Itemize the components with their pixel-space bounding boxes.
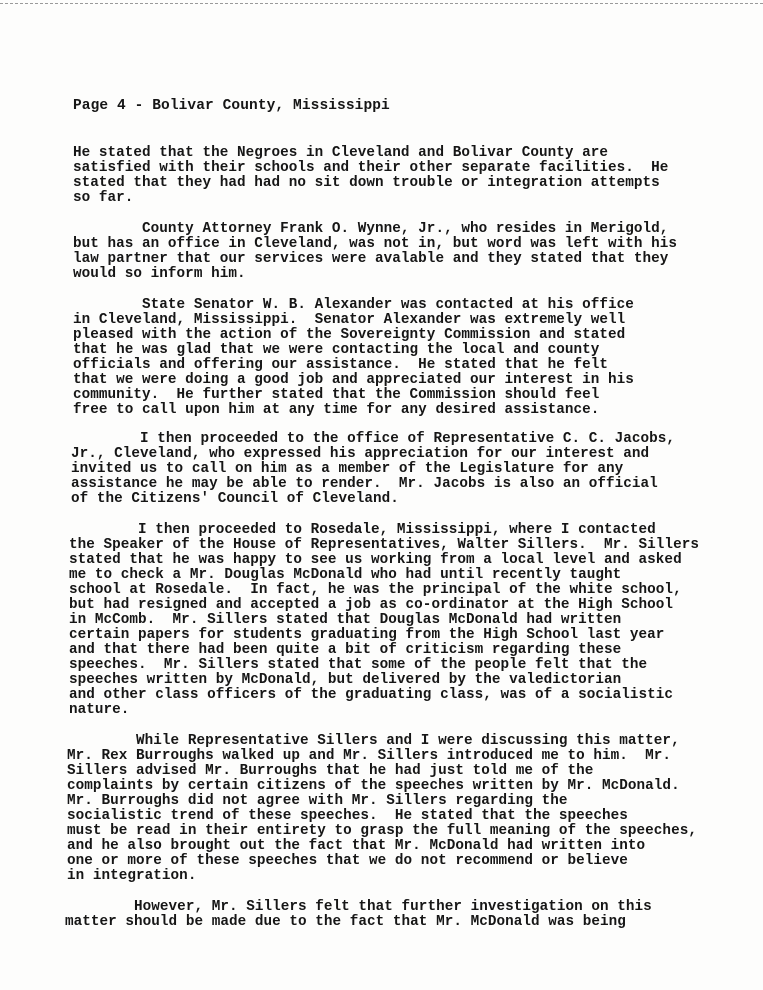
- text-line: officials and offering our assistance. He stated that he felt: [73, 357, 609, 373]
- text-line: must be read in their entirety to grasp the full meaning of the speeches,: [67, 823, 697, 839]
- text-line: that we were doing a good job and appreciated our interest in his: [73, 372, 634, 388]
- text-line: Sillers advised Mr. Burroughs that he had just told me of the: [67, 763, 594, 779]
- text-line: pleased with the action of the Sovereignty Commission and stated: [73, 327, 626, 343]
- text-line: nature.: [69, 702, 130, 718]
- page-header: Page 4 - Bolivar County, Mississippi: [73, 98, 390, 114]
- text-line: would so inform him.: [73, 266, 246, 282]
- text-line: of the Citizens' Council of Cleveland.: [71, 491, 399, 507]
- text-line: He stated that the Negroes in Cleveland and Bolivar County are: [73, 145, 609, 161]
- text-line: matter should be made due to the fact that Mr. McDonald was being: [65, 914, 626, 930]
- text-line: However, Mr. Sillers felt that further investigation on this: [65, 899, 652, 915]
- text-line: stated that he was happy to see us working from a local level and asked: [69, 552, 682, 568]
- text-line: in integration.: [67, 868, 197, 884]
- text-line: law partner that our services were avalable and they stated that they: [73, 251, 669, 267]
- text-line: one or more of these speeches that we do not recommend or believe: [67, 853, 628, 869]
- text-line: so far.: [73, 190, 134, 206]
- text-line: community. He further stated that the Commission should feel: [73, 387, 600, 403]
- text-line: assistance he may be able to render. Mr. Jacobs is also an official: [71, 476, 658, 492]
- text-line: school at Rosedale. In fact, he was the principal of the white school,: [69, 582, 682, 598]
- text-line: Jr., Cleveland, who expressed his appreciation for our interest and: [71, 446, 650, 462]
- text-line: State Senator W. B. Alexander was contacted at his office: [73, 297, 634, 313]
- text-line: While Representative Sillers and I were discussing this matter,: [67, 733, 680, 749]
- text-line: speeches. Mr. Sillers stated that some of the people felt that the: [69, 657, 648, 673]
- text-line: that he was glad that we were contacting the local and county: [73, 342, 600, 358]
- text-line: I then proceeded to the office of Representative C. C. Jacobs,: [71, 431, 676, 447]
- text-line: satisfied with their schools and their other separate facilities. He: [73, 160, 669, 176]
- text-line: socialistic trend of these speeches. He stated that the speeches: [67, 808, 628, 824]
- text-line: in McComb. Mr. Sillers stated that Douglas McDonald had written: [69, 612, 622, 628]
- text-line: in Cleveland, Mississippi. Senator Alexander was extremely well: [73, 312, 626, 328]
- text-line: the Speaker of the House of Representatives, Walter Sillers. Mr. Sillers: [69, 537, 699, 553]
- text-line: Mr. Rex Burroughs walked up and Mr. Sillers introduced me to him. Mr.: [67, 748, 672, 764]
- page-top-edge: [0, 3, 763, 4]
- text-line: speeches written by McDonald, but delivered by the valedictorian: [69, 672, 622, 688]
- text-line: me to check a Mr. Douglas McDonald who had until recently taught: [69, 567, 622, 583]
- text-line: Mr. Burroughs did not agree with Mr. Sillers regarding the: [67, 793, 568, 809]
- text-line: stated that they had had no sit down trouble or integration attempts: [73, 175, 660, 191]
- text-line: complaints by certain citizens of the speeches written by Mr. McDonald.: [67, 778, 680, 794]
- text-line: County Attorney Frank O. Wynne, Jr., who resides in Merigold,: [73, 221, 669, 237]
- text-line: and he also brought out the fact that Mr. McDonald had written into: [67, 838, 646, 854]
- text-line: but had resigned and accepted a job as co-ordinator at the High School: [69, 597, 674, 613]
- text-line: invited us to call on him as a member of the Legislature for any: [71, 461, 624, 477]
- text-line: certain papers for students graduating from the High School last year: [69, 627, 665, 643]
- text-line: and that there had been quite a bit of criticism regarding these: [69, 642, 622, 658]
- text-line: and other class officers of the graduating class, was of a socialistic: [69, 687, 674, 703]
- text-line: but has an office in Cleveland, was not in, but word was left with his: [73, 236, 678, 252]
- text-line: free to call upon him at any time for any desired assistance.: [73, 402, 600, 418]
- text-line: I then proceeded to Rosedale, Mississippi, where I contacted: [69, 522, 656, 538]
